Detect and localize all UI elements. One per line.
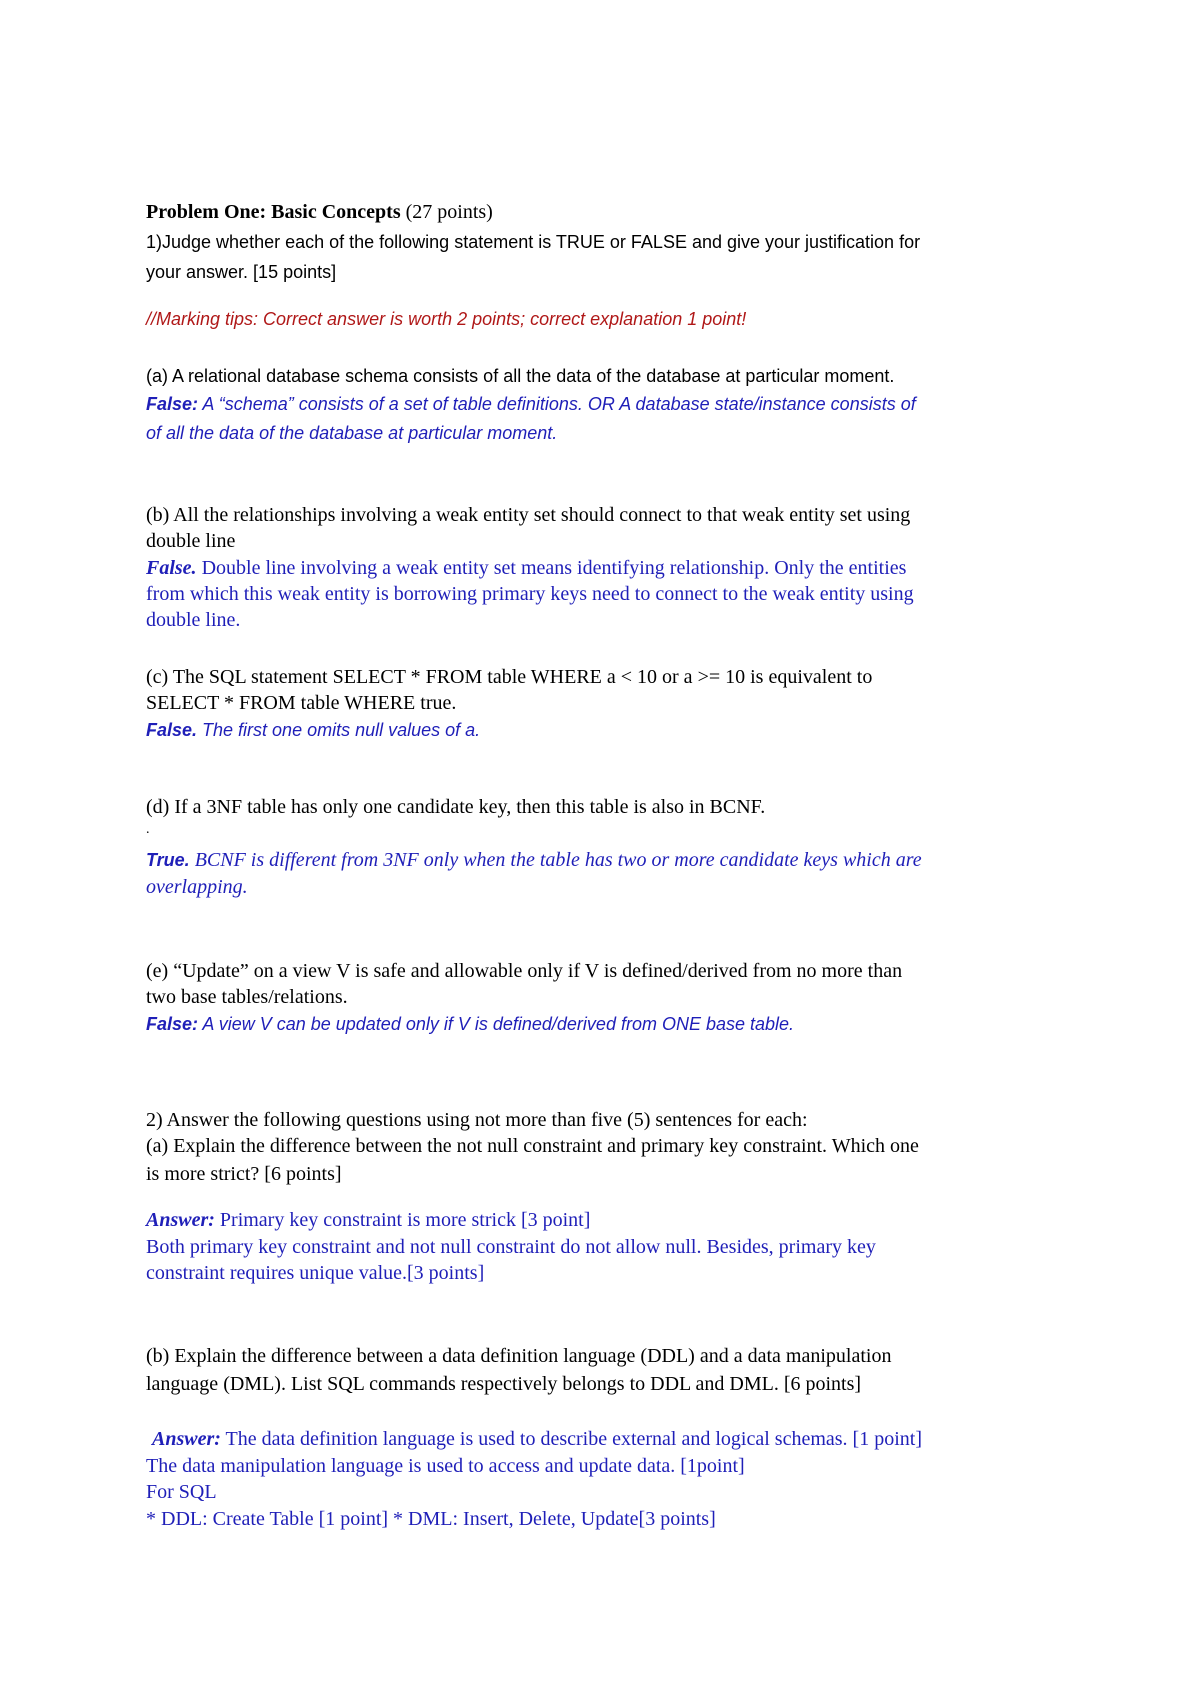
answer-d-line2: overlapping. [146, 876, 248, 898]
answer-2b-line1: Answer: The data definition language is used to describe external and logical schemas. [1 point] [152, 1428, 922, 1450]
question-a: (a) A relational database schema consists of all the data of the database at particular moment. [146, 366, 895, 386]
answer-a-line1: False: A “schema” consists of a set of table definitions. OR A database state/instance consists of [146, 394, 916, 414]
answer-2b-line4: * DDL: Create Table [1 point] * DML: Insert, Delete, Update[3 points] [146, 1508, 716, 1530]
question-d-dot: . [146, 822, 150, 837]
answer-b-line3: double line. [146, 609, 241, 631]
answer-c: False. The first one omits null values of a. [146, 720, 481, 740]
answer-2a-line3: constraint requires unique value.[3 points] [146, 1262, 485, 1284]
part1-instructions-line1: 1)Judge whether each of the following statement is TRUE or FALSE and give your justification for [146, 232, 921, 252]
answer-d-line1: True. BCNF is different from 3NF only when the table has two or more candidate keys which are [146, 849, 922, 871]
answer-2b-line3: For SQL [146, 1481, 217, 1503]
question-e-line1: (e) “Update” on a view V is safe and allowable only if V is defined/derived from no more than [146, 960, 903, 982]
answer-a-line2: of all the data of the database at particular moment. [146, 423, 558, 443]
question-2a-line2: is more strict? [6 points] [146, 1163, 342, 1185]
answer-e-verdict: False: [146, 1014, 199, 1034]
question-b-line1: (b) All the relationships involving a weak entity set should connect to that weak entity set using [146, 504, 911, 526]
answer-2a-label: Answer: [146, 1209, 215, 1231]
answer-2a-line1: Answer: Primary key constraint is more strick [3 point] [146, 1209, 591, 1231]
answer-b-line1: False. Double line involving a weak entity set means identifying relationship. Only the entities [146, 557, 907, 579]
problem-title-points: (27 points) [400, 201, 493, 223]
question-2b-line2: language (DML). List SQL commands respectively belongs to DDL and DML. [6 points] [146, 1373, 862, 1395]
answer-2b-label: Answer: [152, 1428, 221, 1450]
question-2a-line1: (a) Explain the difference between the not null constraint and primary key constraint. Which one [146, 1135, 919, 1157]
question-e-line2: two base tables/relations. [146, 986, 348, 1008]
marking-tips: //Marking tips: Correct answer is worth 2 points; correct explanation 1 point! [146, 309, 747, 329]
question-2b-line1: (b) Explain the difference between a data definition language (DDL) and a data manipulation [146, 1345, 892, 1367]
question-c-line1: (c) The SQL statement SELECT * FROM table WHERE a < 10 or a >= 10 is equivalent to [146, 666, 873, 688]
answer-2b-line2: The data manipulation language is used to access and update data. [1point] [146, 1455, 745, 1477]
answer-a-verdict: False: [146, 394, 199, 414]
answer-2a-line2: Both primary key constraint and not null constraint do not allow null. Besides, primary key [146, 1236, 876, 1258]
problem-title [146, 201, 493, 224]
part2-intro: 2) Answer the following questions using not more than five (5) sentences for each: [146, 1109, 808, 1131]
question-c-line2: SELECT * FROM table WHERE true. [146, 692, 457, 714]
question-d: (d) If a 3NF table has only one candidate key, then this table is also in BCNF. [146, 796, 766, 818]
question-b-line2: double line [146, 530, 236, 552]
answer-b-verdict: False. [146, 557, 197, 579]
answer-b-line2: from which this weak entity is borrowing primary keys need to connect to the weak entity using [146, 583, 914, 605]
answer-c-verdict: False. [146, 720, 198, 740]
part1-instructions-line2: your answer. [15 points] [146, 262, 337, 282]
answer-e: False: A view V can be updated only if V is defined/derived from ONE base table. [146, 1014, 795, 1034]
problem-title-bold: Problem One: Basic Concepts [146, 201, 401, 223]
answer-d-verdict: True. [146, 850, 190, 870]
